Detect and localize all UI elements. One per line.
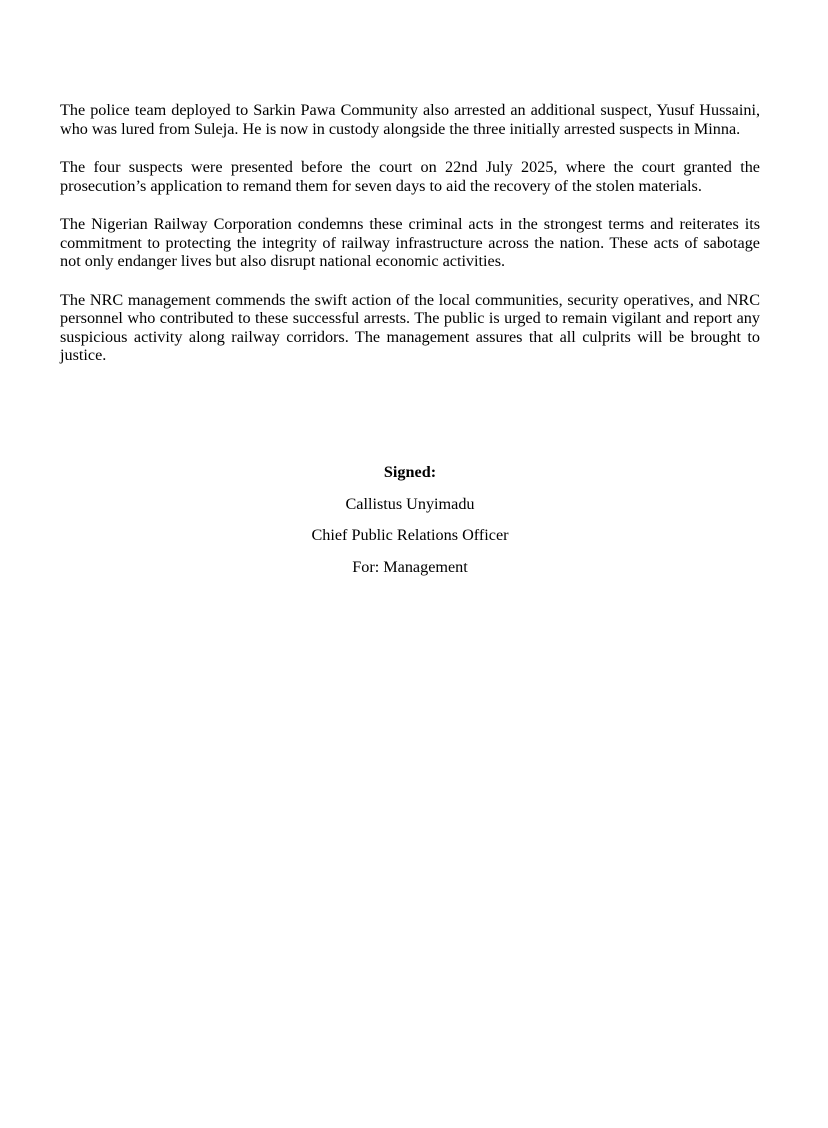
- paragraph-court-remand: The four suspects were presented before the court on 22nd July 2025, where the court granted the prosecution’s application to remand them for seven days to aid the recovery of the stolen materials.: [60, 158, 760, 195]
- paragraph-management-commendation: The NRC management commends the swift action of the local communities, security operatives, and NRC personnel who contributed to these successful arrests. The public is urged to remain vigilant and report any suspicious activity along railway corridors. The management assures that all culprits will be brought to justice.: [60, 290, 760, 364]
- signatory-for-line: For: Management: [352, 557, 468, 576]
- paragraph-nrc-condemnation: The Nigerian Railway Corporation condemns these criminal acts in the strongest terms and reiterates its commitment to protecting the integrity of railway infrastructure across the nation. These acts of sabotage not only endanger lives but also disrupt national economic activities.: [60, 215, 760, 270]
- signed-heading: Signed:: [383, 463, 437, 481]
- paragraph-additional-arrest: The police team deployed to Sarkin Pawa Community also arrested an additional suspect, Yusuf Hussaini, who was lured from Suleja. He is now in custody alongside the three initially arrested suspects in Minna.: [60, 101, 760, 138]
- press-release-body: [60, 101, 760, 385]
- signatory-name: Callistus Unyimadu: [345, 494, 475, 513]
- signatory-title: Chief Public Relations Officer: [311, 526, 509, 544]
- signature-block: [60, 463, 760, 589]
